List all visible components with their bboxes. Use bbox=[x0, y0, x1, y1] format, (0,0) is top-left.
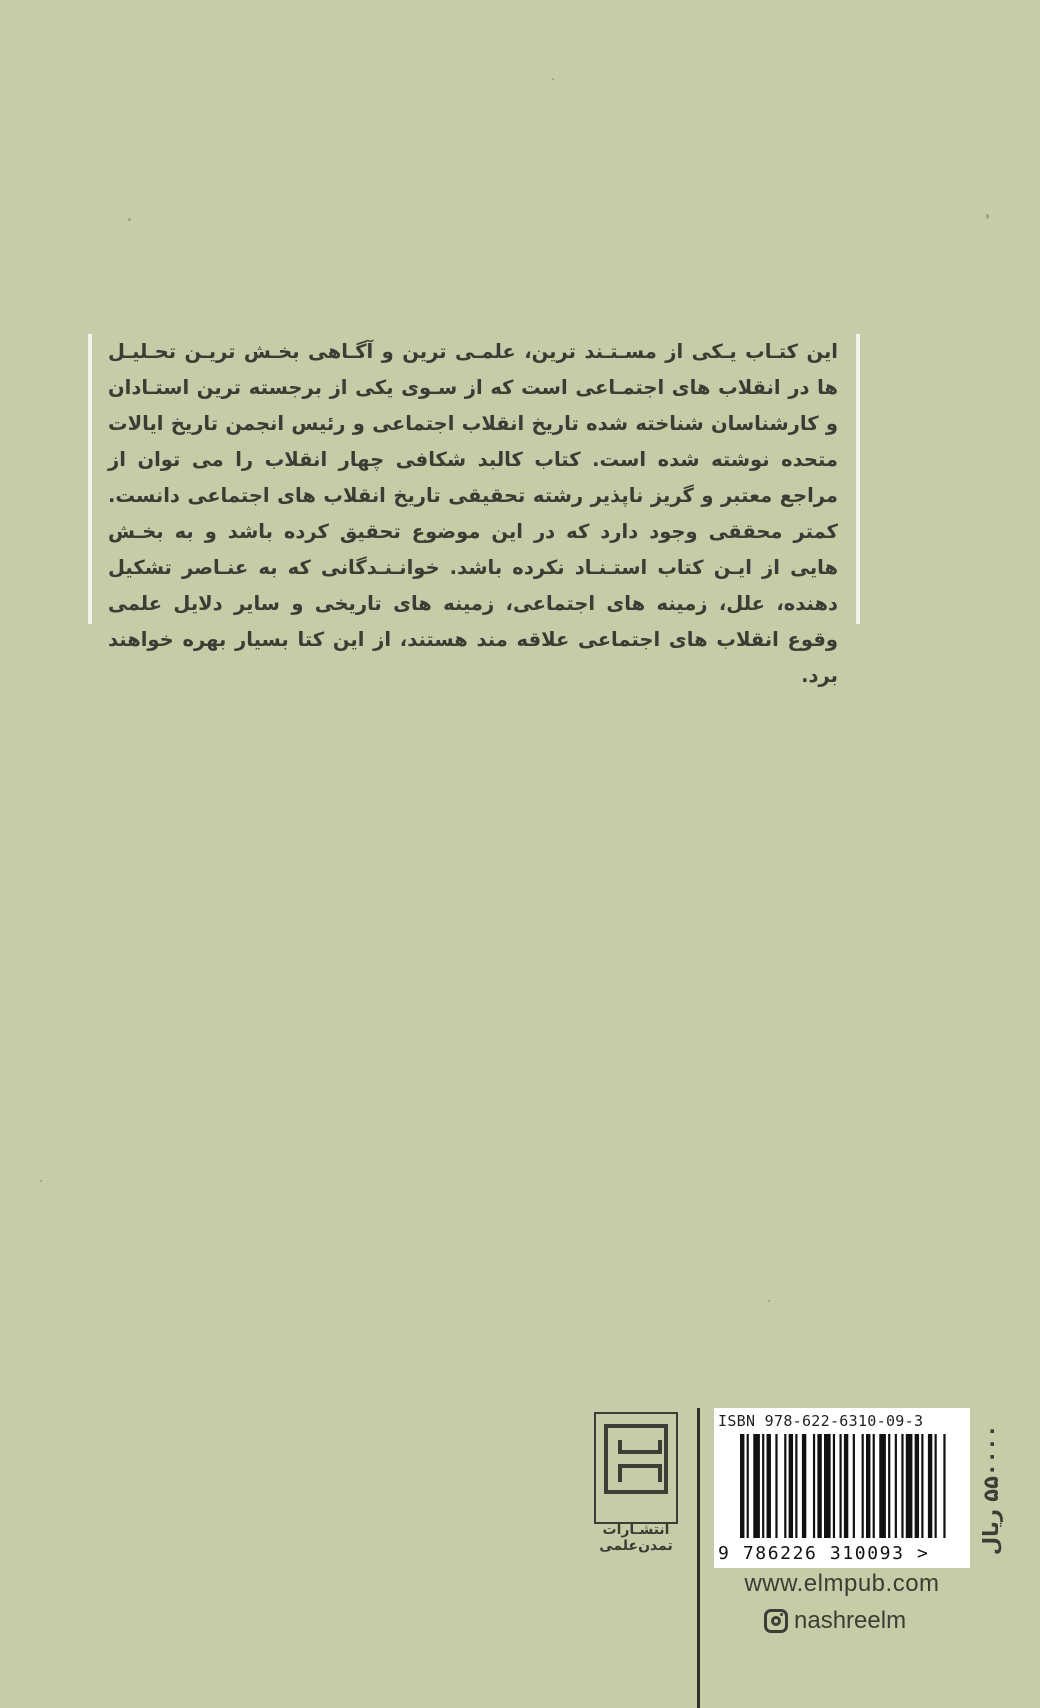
barcode-stripe bbox=[767, 1434, 771, 1538]
barcode-stripe bbox=[921, 1434, 923, 1538]
barcode-stripe bbox=[915, 1434, 919, 1538]
barcode-stripe bbox=[795, 1434, 797, 1538]
barcode-stripe bbox=[879, 1434, 886, 1538]
barcode-stripe bbox=[943, 1434, 945, 1538]
barcode-stripe bbox=[895, 1434, 897, 1538]
publisher-logo bbox=[594, 1412, 678, 1524]
barcode-stripe bbox=[813, 1434, 815, 1538]
barcode-stripe bbox=[866, 1434, 870, 1538]
publisher-name-line2: تمدن‌علمی bbox=[599, 1538, 673, 1554]
website-link[interactable]: www.elmpub.com bbox=[744, 1570, 940, 1597]
barcode-stripe bbox=[789, 1434, 793, 1538]
vertical-divider bbox=[697, 1408, 700, 1708]
texture-speck bbox=[128, 218, 131, 221]
price-text: ۵۵۰۰۰۰ ریال bbox=[979, 1424, 1003, 1556]
isbn-label: ISBN 978-622-6310-09-3 bbox=[718, 1412, 924, 1430]
barcode-stripe bbox=[844, 1434, 848, 1538]
publisher-name bbox=[586, 1522, 686, 1554]
barcode-stripe bbox=[853, 1434, 855, 1538]
instagram-icon bbox=[764, 1609, 788, 1633]
isbn-barcode bbox=[714, 1408, 970, 1568]
barcode-stripe bbox=[928, 1434, 932, 1538]
barcode-stripe bbox=[762, 1434, 764, 1538]
blurb-left-rule bbox=[88, 334, 92, 624]
texture-speck bbox=[768, 1300, 770, 1302]
publisher-name-line1: انتشـارات bbox=[602, 1522, 670, 1538]
price-tag bbox=[974, 1420, 1008, 1560]
texture-speck bbox=[40, 1180, 42, 1182]
barcode-bars bbox=[740, 1434, 950, 1538]
texture-speck bbox=[552, 78, 554, 80]
instagram-username: nashreelm bbox=[794, 1607, 907, 1634]
instagram-handle[interactable] bbox=[764, 1604, 906, 1638]
barcode-digits: 9 786226 310093 > bbox=[718, 1543, 930, 1564]
barcode-stripe bbox=[817, 1434, 821, 1538]
barcode-stripe bbox=[839, 1434, 841, 1538]
blurb-text: این کتـاب یـکی از مسـتـند ترین، علمـی ترین و آگـاهی بخـش تریـن تحـلیـل ها در انقلاب های اجتمـاعی است که از سـوی یکی از برجسته ترین استـادان و کارشناسان شناخته شده تاریخ انقلاب اجتماعی و رئیس انجمن تاریخ ایالات متحده نوشته شده است. کتاب کالبد شکافی چهار انقلاب را می توان از مراجع معتبر و گریز ناپذیر رشته تحقیقی تاریخ انقلاب های اجتماعی دانست. کمتر محققی وجود دارد که در این موضوع تحقیق کرده باشد و به بخـش هایی از ایـن کتاب استـنـاد نکرده باشد. خوانـنـدگانی که به عنـاصر تشکیل دهنده، علل، زمینه های اجتماعی، زمینه های تاریخی و سایر دلایل علمی وقوع انقلاب های اجتماعی علاقه مند هستند، از این کتا بسیار بهره خواهند برد. bbox=[108, 340, 838, 687]
logo-mark bbox=[604, 1424, 668, 1494]
barcode-stripe bbox=[740, 1434, 744, 1538]
barcode-stripe bbox=[935, 1434, 937, 1538]
barcode-stripe bbox=[873, 1434, 875, 1538]
barcode-stripe bbox=[753, 1434, 760, 1538]
blurb-right-rule bbox=[856, 334, 860, 624]
barcode-stripe bbox=[833, 1434, 835, 1538]
blurb-block bbox=[88, 334, 860, 687]
barcode-stripe bbox=[775, 1434, 777, 1538]
barcode-stripe bbox=[862, 1434, 864, 1538]
barcode-stripe bbox=[784, 1434, 786, 1538]
texture-speck bbox=[986, 214, 989, 219]
barcode-stripe bbox=[802, 1434, 806, 1538]
barcode-stripe bbox=[888, 1434, 890, 1538]
barcode-stripe bbox=[906, 1434, 913, 1538]
barcode-stripe bbox=[747, 1434, 749, 1538]
barcode-stripe bbox=[824, 1434, 831, 1538]
barcode-stripe bbox=[901, 1434, 903, 1538]
